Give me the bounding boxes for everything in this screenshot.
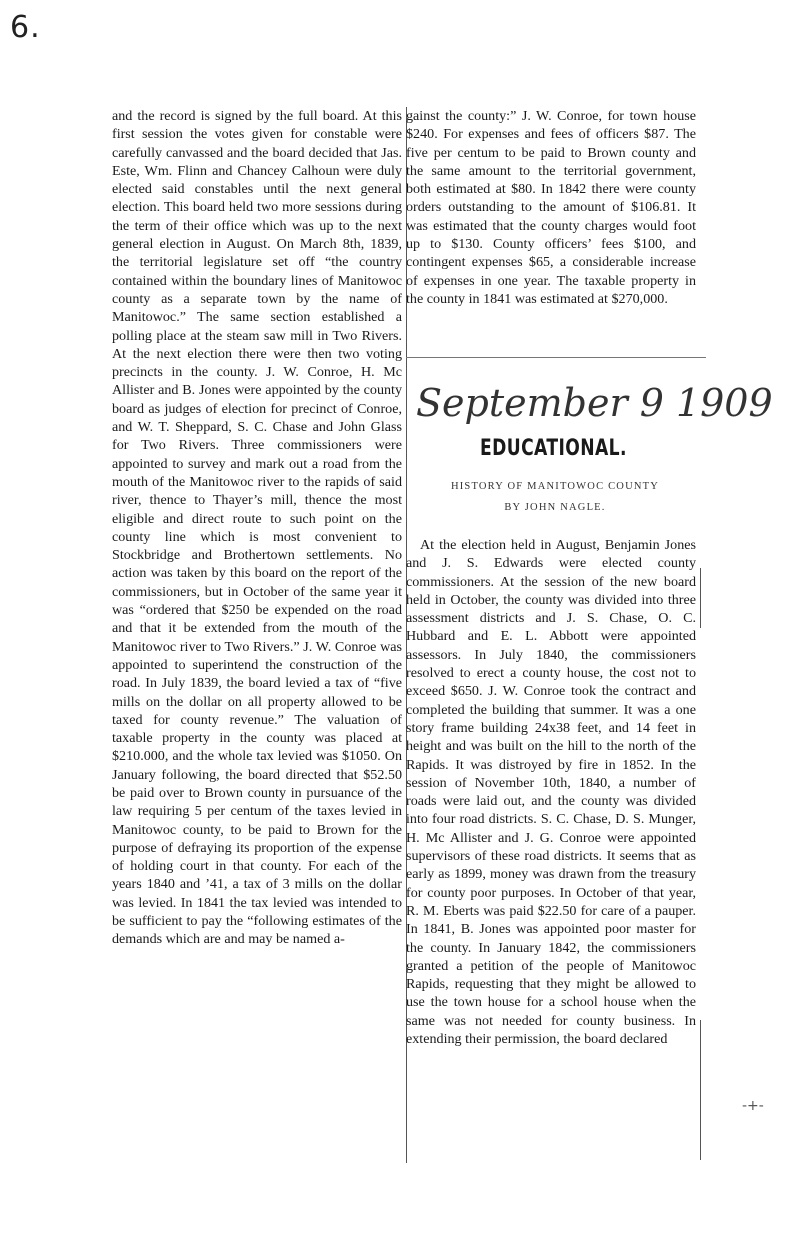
handwritten-date-text: September 9 1909 [416,381,773,425]
page-number: 6. [10,10,41,45]
right-column-top-paragraph: gainst the county:” J. W. Conroe, for town house $240. For expenses and fees of officers $87. The five per centum to be paid to Brown county and the same amount to the territorial government, both estimated at $80. In 1842 there were county orders outstanding to the amount of $106.81. It was estimated that the county charges would foot up to $130. County officers’ fees $100, and contingent expenses $65, a considerable increase of expenses in one year. The taxable property in the county in 1841 was estimated at $270,000. [406,108,696,307]
left-column-paragraph: and the record is signed by the full board. At this first session the votes given for constable were carefully canvassed and the board decided that Jas. Este, Wm. Flinn and Chancey Calhoun were duly elected said constables until the next general election. This board held two more sessions during the term of their office which was up to the next general election in August. On March 8th, 1839, the territorial legislature set off “the country contained within the boundary lines of Manitowoc county as a separate town by the name of Manitowoc.” The same section established a polling place at the steam saw mill in Two Rivers. At the next election there were then two voting precincts in the county. J. W. Conroe, H. Mc Allister and B. Jones were appointed by the county board as judges of election for precinct of Conroe, and W. T. Sheppard, S. C. Chase and John Glass for Two Rivers. Three commissioners were appointed to survey and mark out a road from the mouth of the Manitowoc river to the rapids of said river, thence to Thayer’s mill, thence the most eligible and direct route to such point on the county line which is most convenient to Stockbridge and Brothertown settlements. No action was taken by this board on the report of the commissioners, but in October of the same year it was “ordered that $250 be expended on the road and that it be extended from the mouth of the Manitowoc river to Two Rivers.” J. W. Conroe was appointed to superintend the construction of the road. In July 1839, the board levied a tax of “five mills on the dollar on all property allowed to be taxed for county revenue.” The valuation of taxable property in the county was placed at $210.000, and the whole tax levied was $1050. On January following, the board directed that $52.50 be paid over to Brown county in pursuance of the law requiring 5 per centum of the taxes levied in Manitowoc county, to be paid to Brown for the purpose of defraying its proportion of the expense of holding court in that county. For each of the years 1840 and ’41, a tax of 3 mills on the dollar was levied. In 1841 the tax levied was intended to be sufficient to pay the “following estimates of the demands which are and may be named a- [112,108,402,948]
clipping-edge-mark-lower [700,1020,701,1160]
article-body [406,536,696,1164]
clipping-edge-mark [700,568,701,628]
handwritten-date [412,378,773,428]
clipping-bottom-rule [406,357,706,358]
article-paragraph: At the election held in August, Benjamin Jones and J. S. Edwards were elected county commissioners. At the session of the new board held in October, the county was divided into three assessment districts and J. S. Chase, O. C. Hubbard and E. L. Abbott were appointed assessors. In July 1840, the commissioners resolved to erect a county house, the cost not to exceed $650. J. W. Conroe took the contract and completed the building that summer. It was a one story frame building 24x38 feet, and 14 feet in height and was built on the hill to the north of the Rapids. It was distroyed by fire in 1852. In the session of November 10th, 1840, a number of roads were laid out, and the county was divided into four road districts. S. C. Chase, D. S. Munger, H. Mc Allister and J. G. Conroe were appointed supervisors of these road districts. It seems that as early as 1899, money was drawn from the treasury for county poor purposes. In October of that year, R. M. Eberts was paid $22.50 for care of a pauper. In 1841, B. Jones was appointed poor master for the county. In January 1842, the commissioners granted a petition of the people of Manitowoc Rapids, requesting that they might be allowed to use the town house for a school house when the same was not needed for county business. In extending their permission, the board declared [406,537,696,1048]
left-column-clipping [112,107,407,1163]
margin-mark: -+- [742,1098,764,1114]
article-headline: EDUCATIONAL. [480,436,627,461]
article-subhead-author: BY JOHN NAGLE. [504,502,606,513]
right-column-top-clipping [406,107,696,362]
article-subhead-title: HISTORY OF MANITOWOC COUNTY [450,481,660,492]
